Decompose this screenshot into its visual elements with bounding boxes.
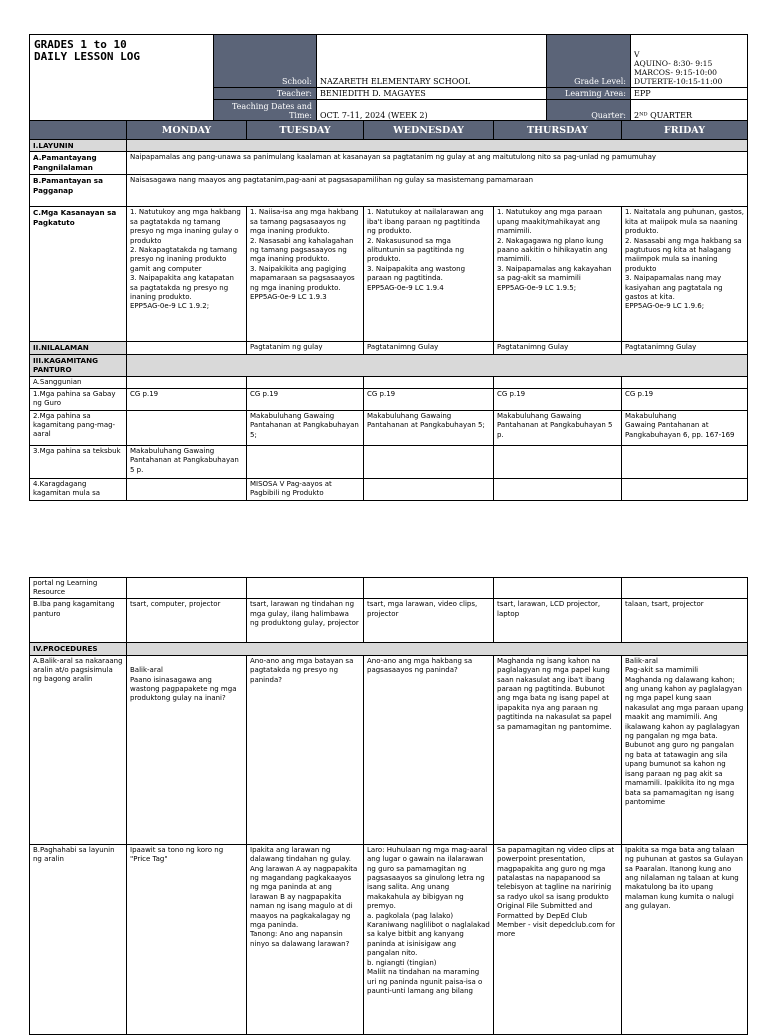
pang-mag-aaral-friday: Makabuluhang Gawaing Pantahanan at Pangkabuhayan 6, pp. 167-169 <box>622 410 748 445</box>
lesson-grid-page-2 <box>29 577 748 1035</box>
karagdagang-label: 4.Karagdagang kagamitan mula sa <box>30 478 127 500</box>
balik-aral-thursday: Maghanda ng isang kahon na paglalagyan ng mga papel kung saan nakasulat ang iba't ibang paraan ng pagtitinda. Bubunot ang mga bata ng isang papel at ipapakita nya ang paraan ng pagtitinda na nakasulat sa papel sa pamamagitan ng pantomime. <box>494 655 622 844</box>
pamantayang-pangnilalaman-label: A.Pamantayang Pangnilalaman <box>30 152 127 175</box>
balik-aral-friday: Balik-aral Pag-akit sa mamimili Maghanda ng dalawang kahon; ang unang kahon ay paglalagyan ng mga papel kung saan nakasulat ang mga paraan upang maakit ang mamimili. Ang ikalawang kahon ay paglalagyan ng pangalan ng mga bata. Bubunot ang guro ng pangalan ng bata at tatawagin ang sila upang bumunot sa kahon ng isang paraan ng pag akit sa mamamili. Ipakikita ito ng mga bata sa pamamagitan ng isang pantomime <box>622 655 748 844</box>
layunin-spacer <box>127 140 748 152</box>
pang-mag-aaral-thursday: Makabuluhang Gawaing Pantahanan at Pangkabuhayan 5 p. <box>494 410 622 445</box>
grade-level-label: Grade Level: <box>547 35 631 88</box>
balik-aral-monday: Balik-aral Paano isinasagawa ang wastong pagpapakete ng mga produktong gulay na inani? <box>127 655 247 844</box>
portal-friday <box>622 578 748 599</box>
school-value: NAZARETH ELEMENTARY SCHOOL <box>317 35 547 88</box>
teaching-dates-value: OCT. 7-11, 2024 (WEEK 2) <box>317 100 547 122</box>
nilalaman-monday <box>127 342 247 354</box>
nilalaman-label: II.NILALAMAN <box>30 342 127 354</box>
karagdagang-monday <box>127 478 247 500</box>
teacher-value: BENIEDITH D. MAGAYES <box>317 88 547 100</box>
gabay-guro-monday: CG p.19 <box>127 388 247 410</box>
balik-aral-wednesday: Ano-ano ang mga hakbang sa pagsasaayos ng paninda? <box>364 655 494 844</box>
gabay-guro-label: 1.Mga pahina sa Gabay ng Guro <box>30 388 127 410</box>
sanggunian-label: A.Sanggunian <box>30 376 127 388</box>
kasanayan-friday: 1. Naitatala ang puhunan, gastos, kita at maiipok mula sa naaning produkto. 2. Nasasabi ang mga hakbang sa pagtutuos ng kita at halagang maiimpok mula sa inaning produkto 3. Naipapamalas nang may kasiyahan ang pagtatala ng gastos at kita. EPP5AG-0e-9 LC 1.9.6; <box>622 207 748 342</box>
paghahabi-friday: Ipakita sa mga bata ang talaan ng puhunan at gastos sa Gulayan sa Paaralan. Itanong kung ano ang nilalaman ng talaan at kung makatulong ba ito upang malaman kung kumita o nalugi ang gulayan. <box>622 844 748 1034</box>
day-tuesday: TUESDAY <box>247 121 364 140</box>
quarter-value: 2ᴺᴰ QUARTER <box>631 100 748 122</box>
portal-monday <box>127 578 247 599</box>
portal-tuesday <box>247 578 364 599</box>
paghahabi-tuesday: Ipakita ang larawan ng dalawang tindahan ng gulay. Ang larawan A ay nagpapakita ng magandang pagkakaayos ng mga paninda at ang larawan B ay nagpapakita naman ng isang magulo at di maayos na pagkakalagay ng mga paninda. Tanong: Ano ang napansin ninyo sa dalawang larawan? <box>247 844 364 1034</box>
gabay-guro-wednesday: CG p.19 <box>364 388 494 410</box>
pang-mag-aaral-wednesday: Makabuluhang Gawaing Pantahanan at Pangkabuhayan 5; <box>364 410 494 445</box>
iba-pang-label: B.Iba pang kagamitang panturo <box>30 599 127 643</box>
lesson-log-title <box>30 35 214 122</box>
quarter-label: Quarter: <box>547 100 631 122</box>
header-table <box>29 34 748 122</box>
day-friday: FRIDAY <box>622 121 748 140</box>
kasanayan-thursday: 1. Natutukoy ang mga paraan upang maakit/mahikayat ang mamimili. 2. Nakagagawa ng plano kung paano aakitin o hihikayatin ang mamimili. 3. Naipapamalas ang kakayahan sa pag-akit sa mamimili EPP5AG-0e-9 LC 1.9.5; <box>494 207 622 342</box>
procedures-heading: IV.PROCEDURES <box>30 643 127 655</box>
school-label: School: <box>214 35 317 88</box>
day-thursday: THURSDAY <box>494 121 622 140</box>
balik-aral-label: A.Balik-aral sa nakaraang aralin at/o pagsisimula ng bagong aralin <box>30 655 127 844</box>
teacher-label: Teacher: <box>214 88 317 100</box>
teksbuk-wednesday <box>364 445 494 478</box>
kasanayan-label: C.Mga Kasanayan sa Pagkatuto <box>30 207 127 342</box>
balik-aral-tuesday: Ano-ano ang mga batayan sa pagtatakda ng presyo ng paninda? <box>247 655 364 844</box>
karagdagang-wednesday <box>364 478 494 500</box>
karagdagang-friday <box>622 478 748 500</box>
nilalaman-tuesday: Pagtatanim ng gulay <box>247 342 364 354</box>
learning-area-value: EPP <box>631 88 748 100</box>
title-line-1: GRADES 1 to 10 <box>34 38 127 51</box>
iba-pang-tuesday: tsart, larawan ng tindahan ng mga gulay, ilang halimbawa ng produktong gulay, projector <box>247 599 364 643</box>
portal-label: portal ng Learning Resource <box>30 578 127 599</box>
paghahabi-monday: Ipaawit sa tono ng koro ng "Price Tag" <box>127 844 247 1034</box>
grade-level-value: V AQUINO- 8:30- 9:15 MARCOS- 9:15-10:00 DUTERTE-10:15-11:00 <box>631 35 748 88</box>
teaching-dates-label: Teaching Dates and Time: <box>214 100 317 122</box>
day-monday: MONDAY <box>127 121 247 140</box>
iba-pang-thursday: tsart, larawan, LCD projector, laptop <box>494 599 622 643</box>
teksbuk-tuesday <box>247 445 364 478</box>
iba-pang-monday: tsart, computer, projector <box>127 599 247 643</box>
kagamitang-spacer <box>127 354 748 376</box>
iba-pang-wednesday: tsart, mga larawan, video clips, projector <box>364 599 494 643</box>
nilalaman-friday: Pagtatanimng Gulay <box>622 342 748 354</box>
gabay-guro-tuesday: CG p.19 <box>247 388 364 410</box>
blank-corner <box>30 121 127 140</box>
lesson-grid-page-1 <box>29 120 748 501</box>
learning-area-label: Learning Area: <box>547 88 631 100</box>
gabay-guro-friday: CG p.19 <box>622 388 748 410</box>
paghahabi-thursday: Sa papamagitan ng video clips at powerpoint presentation, magpapakita ang guro ng mga patalastas na napapanood sa telebisyon at tagline na naririnig sa radyo ukol sa isang produkto Original File Submitted and Formatted by DepEd Club Member - visit depedclub.com for more <box>494 844 622 1034</box>
portal-wednesday <box>364 578 494 599</box>
portal-thursday <box>494 578 622 599</box>
kagamitang-panturo-heading: III.KAGAMITANG PANTURO <box>30 354 127 376</box>
paghahabi-wednesday: Laro: Huhulaan ng mga mag-aaral ang lugar o gawain na ilalarawan ng guro sa pamamagitan ng pagsasaayos sa ginulong letra ng isang salita. Ang unang makakahula ay bibigyan ng premyo. a. pagkolala (pag lalako) Karaniwang naglilibot o naglalakad sa kalye bitbit ang kanyang paninda at isinisigaw ang pangalan nito. b. ngiangti (tingian) Maliit na tindahan na maraming uri ng paninda ngunit paisa-isa o paunti-unti lamang ang bilang <box>364 844 494 1034</box>
teksbuk-thursday <box>494 445 622 478</box>
karagdagang-thursday <box>494 478 622 500</box>
kasanayan-monday: 1. Natutukoy ang mga hakbang sa pagtatakda ng tamang presyo ng mga inaning gulay o produkto 2. Nakapagtatakda ng tamang presyo ng inaning produkto gamit ang computer 3. Naipapakita ang katapatan sa pagtatakda ng presyo ng inaning produkto. EPP5AG-0e-9 LC 1.9.2; <box>127 207 247 342</box>
karagdagang-tuesday: MISOSA V Pag-aayos at Pagbibili ng Produkto <box>247 478 364 500</box>
pamantayan-sa-pagganap-label: B.Pamantayan sa Pagganap <box>30 175 127 207</box>
nilalaman-thursday: Pagtatanimng Gulay <box>494 342 622 354</box>
kasanayan-tuesday: 1. Naiisa-isa ang mga hakbang sa tamang pagsasaayos ng mga inaning produkto. 2. Nasasabi ang kahalagahan ng tamang pagsasaayos ng mga inaning produkto. 3. Naipakikita ang pagiging mapamaraan sa pagsasaayos ng mga inaning produkto. EPP5AG-0e-9 LC 1.9.3 <box>247 207 364 342</box>
pang-mag-aaral-tuesday: Makabuluhang Gawaing Pantahanan at Pangkabuhayan 5; <box>247 410 364 445</box>
pang-mag-aaral-monday <box>127 410 247 445</box>
teksbuk-label: 3.Mga pahina sa teksbuk <box>30 445 127 478</box>
title-line-2: DAILY LESSON LOG <box>34 50 140 63</box>
nilalaman-wednesday: Pagtatanimng Gulay <box>364 342 494 354</box>
layunin-heading: I.LAYUNIN <box>30 140 127 152</box>
teksbuk-friday <box>622 445 748 478</box>
paghahabi-label: B.Paghahabi sa layunin ng aralin <box>30 844 127 1034</box>
day-wednesday: WEDNESDAY <box>364 121 494 140</box>
iba-pang-friday: talaan, tsart, projector <box>622 599 748 643</box>
gabay-guro-thursday: CG p.19 <box>494 388 622 410</box>
teksbuk-monday: Makabuluhang Gawaing Pantahanan at Pangkabuhayan 5 p. <box>127 445 247 478</box>
procedures-spacer <box>127 643 748 655</box>
pamantayang-pangnilalaman-text: Naipapamalas ang pang-unawa sa panimulang kaalaman at kasanayan sa pagtatanim ng gulay at ang maitutulong nito sa pag-unlad ng pamumuhay <box>127 152 748 175</box>
pamantayan-sa-pagganap-text: Naisasagawa nang maayos ang pagtatanim,pag-aani at pagsasapamilihan ng gulay sa masistemang pamamaraan <box>127 175 748 207</box>
pang-mag-aaral-label: 2.Mga pahina sa kagamitang pang-mag-aaral <box>30 410 127 445</box>
kasanayan-wednesday: 1. Natutukoy at nailalarawan ang iba't ibang paraan ng pagtitinda ng produkto. 2. Nakasusunod sa mga alituntunin sa pagtitinda ng produkto. 3. Naipapakita ang wastong paraan ng pagtitinda. EPP5AG-0e-9 LC 1.9.4 <box>364 207 494 342</box>
